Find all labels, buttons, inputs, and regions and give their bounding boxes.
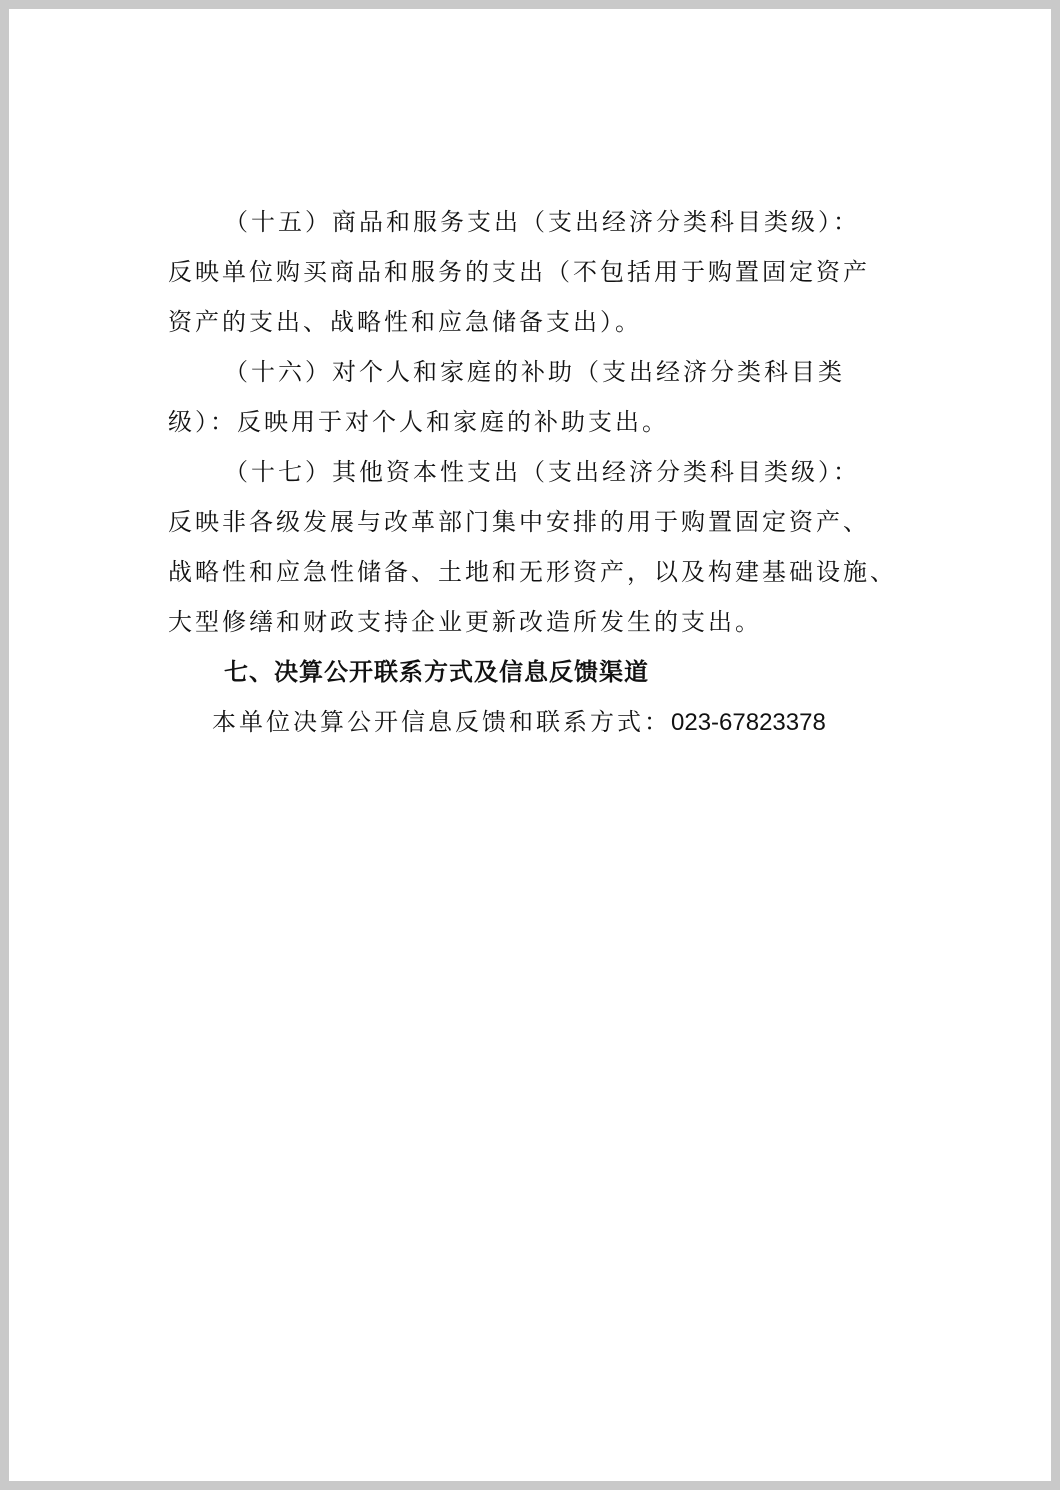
paragraph-15-line-2: 反映单位购买商品和服务的支出（不包括用于购置固定资产 xyxy=(168,258,870,286)
paragraph-17-line-1: （十七）其他资本性支出（支出经济分类科目类级）： xyxy=(224,458,860,486)
contact-label: 本单位决算公开信息反馈和联系方式： xyxy=(212,708,671,736)
section-heading: 七、决算公开联系方式及信息反馈渠道 xyxy=(224,658,649,686)
paragraph-15-line-3: 资产的支出、战略性和应急储备支出）。 xyxy=(168,308,642,336)
contact-number: 023-67823378 xyxy=(671,709,826,736)
document-page xyxy=(9,9,1051,1481)
paragraph-16-line-2: 级）：反映用于对个人和家庭的补助支出。 xyxy=(168,408,669,436)
paragraph-16-line-1: （十六）对个人和家庭的补助（支出经济分类科目类 xyxy=(224,358,845,386)
paragraph-17-line-3: 战略性和应急性储备、土地和无形资产，以及构建基础设施、 xyxy=(168,558,897,586)
contact-line xyxy=(212,697,826,748)
paragraph-15-line-1: （十五）商品和服务支出（支出经济分类科目类级）： xyxy=(224,208,860,236)
paragraph-17-line-4: 大型修缮和财政支持企业更新改造所发生的支出。 xyxy=(168,608,762,636)
paragraph-17-line-2: 反映非各级发展与改革部门集中安排的用于购置固定资产、 xyxy=(168,508,870,536)
